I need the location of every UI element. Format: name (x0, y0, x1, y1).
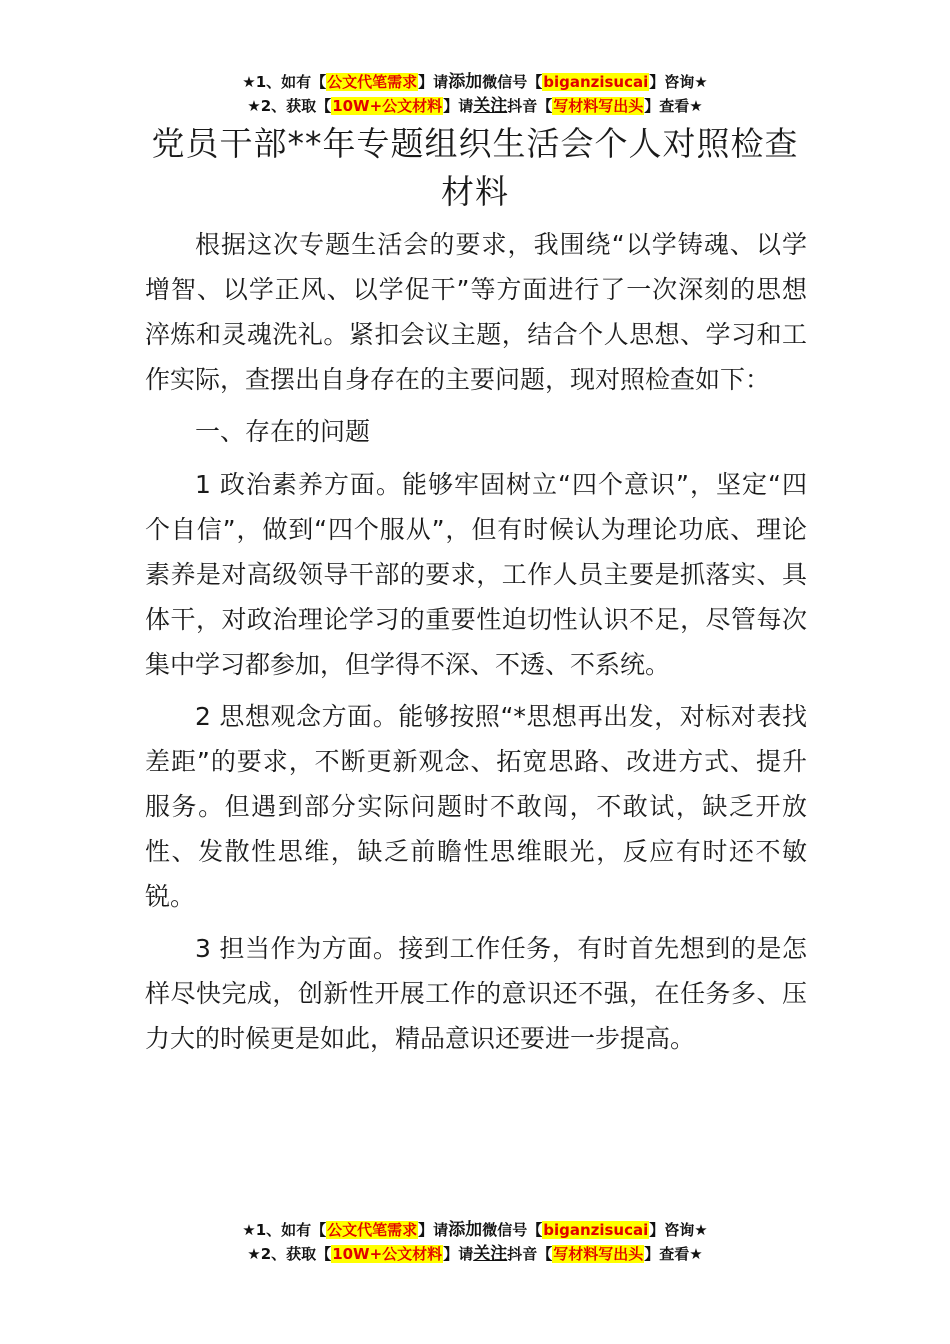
problem-paragraph-political: 1 政治素养方面。能够牢固树立“四个意识”，坚定“四个自信”，做到“四个服从”，但有时候认为理论功底、理论素养是对高级领导干部的要求，工作人员主要是抓落实、具体干，对政治理论学习的重要性迫切性认识不足，尽管每次集中学习都参加，但学得不深、不透、不系统。 (145, 470, 807, 679)
document-body (145, 222, 807, 1068)
header-ad-wechat-id: biganzisucai (543, 73, 649, 91)
problem-paragraph-thinking: 2 思想观念方面。能够按照“*思想再出发，对标对表找差距”的要求，不断更新观念、拓宽思路、改进方式、提升服务。但遇到部分实际问题时不敢闯，不敢试，缺乏开放性、发散性思维，缺乏前瞻性思维眼光，反应有时还不敏锐。 (145, 702, 807, 911)
header-ad-line-2: ★2、获取【10W+公文材料】请关注抖音【写材料写出头】查看★ (247, 96, 703, 116)
footer-ad-line-2: ★2、获取【10W+公文材料】请关注抖音【写材料写出头】查看★ (247, 1244, 703, 1264)
footer-ad-line-1: ★1、如有【公文代笔需求】请添加微信号【biganzisucai】咨询★ (242, 1220, 708, 1240)
intro-paragraph: 根据这次专题生活会的要求，我围绕“以学铸魂、以学增智、以学正风、以学促干”等方面进行了一次深刻的思想淬炼和灵魂洗礼。紧扣会议主题，结合个人思想、学习和工作实际，查摆出自身存在的主要问题，现对照检查如下： (145, 230, 807, 394)
header-ad-highlight-service: 公文代笔需求 (327, 73, 418, 91)
footer-ad-wechat-id: biganzisucai (543, 1221, 649, 1239)
footer-ad (0, 1218, 950, 1266)
header-ad-highlight-materials: 10W+公文材料 (332, 97, 443, 115)
header-ad-douyin-name: 写材料写出头 (553, 97, 644, 115)
document-title: 党员干部**年专题组织生活会个人对照检查材料 (151, 124, 799, 211)
footer-ad-highlight-service: 公文代笔需求 (327, 1221, 418, 1239)
footer-ad-douyin-name: 写材料写出头 (553, 1245, 644, 1263)
footer-ad-highlight-materials: 10W+公文材料 (332, 1245, 443, 1263)
header-ad (0, 70, 950, 118)
problem-paragraph-responsibility: 3 担当作为方面。接到工作任务，有时首先想到的是怎样尽快完成，创新性开展工作的意识还不强，在任务多、压力大的时候更是如此，精品意识还要进一步提高。 (145, 934, 807, 1053)
header-ad-line-1: ★1、如有【公文代笔需求】请添加微信号【biganzisucai】咨询★ (242, 72, 708, 92)
section-heading: 一、存在的问题 (195, 417, 371, 446)
